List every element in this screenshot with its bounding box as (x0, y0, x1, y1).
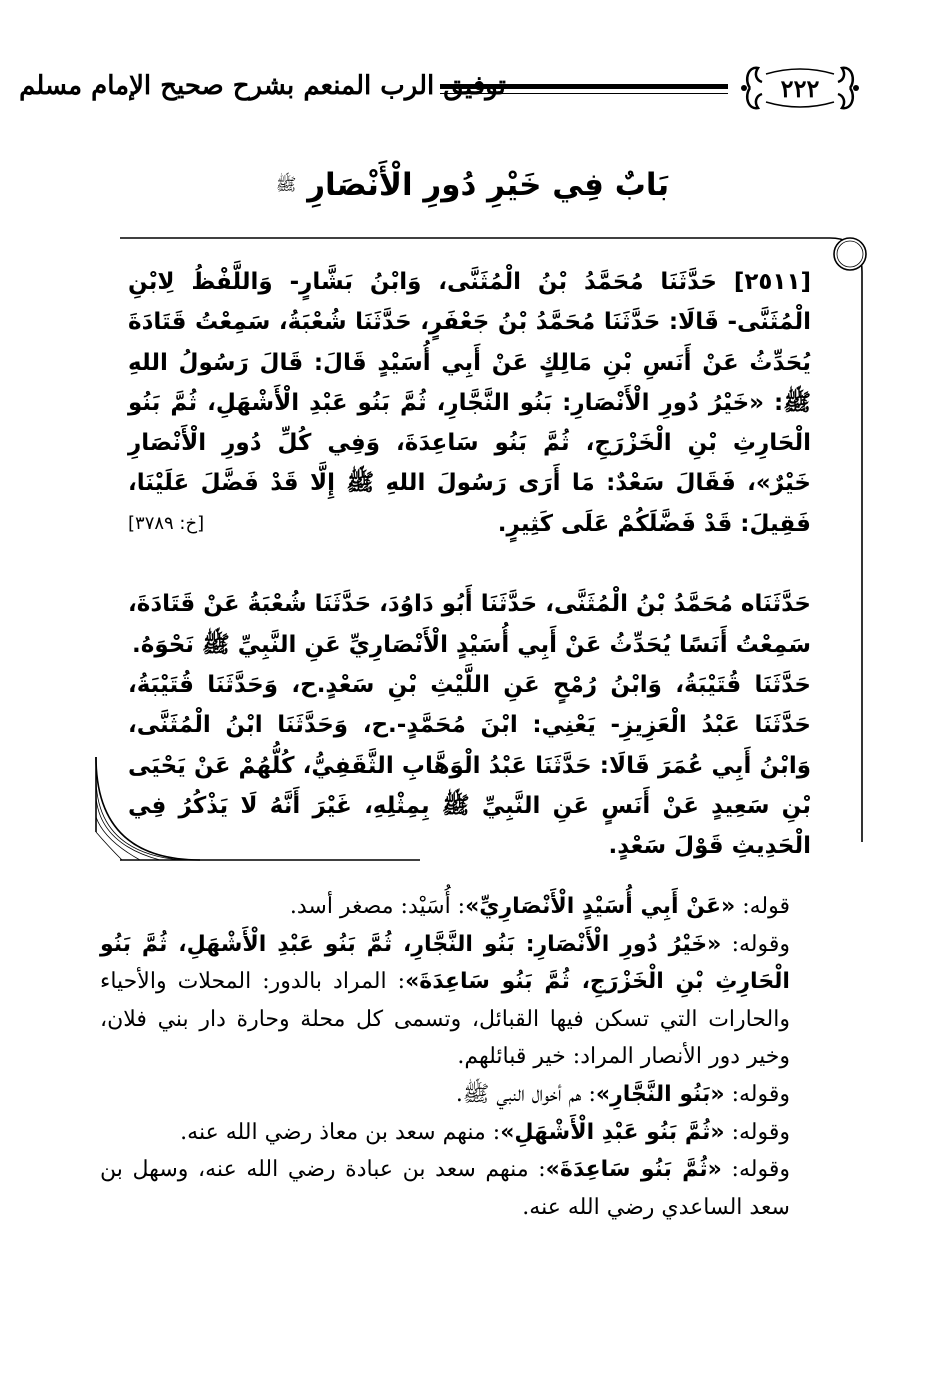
chapter-title-text: بَابٌ فِي خَيْرِ دُورِ الْأَنْصَارِ (307, 167, 670, 203)
commentary-text: : منهم سعد بن عبادة رضي الله عنه، وسهل بن سعد الساعدي رضي الله عنه. (100, 1157, 790, 1220)
hadith-chain-2: حَدَّثَنَاه مُحَمَّدُ بْنُ الْمُثَنَّى، حَدَّثَنَا أَبُو دَاوُدَ، حَدَّثَنَا شُعْبَةُ عَنْ قَتَادَةَ، سَمِعْتُ أَنَسًا يُحَدِّثُ عَنْ أَبِي أُسَيْدٍ الْأَنْصَارِيِّ عَنِ النَّبِيِّ ﷺ نَحْوَهُ. (128, 591, 811, 658)
book-title: توفيق الرب المنعم بشرح صحيح الإمام مسلم (19, 71, 506, 101)
commentary-prefix: وقوله: (721, 931, 790, 957)
page-header (19, 58, 860, 138)
commentary-quote: «ثُمَّ بَنُو عَبْدِ الْأَشْهَلِ» (500, 1119, 725, 1145)
commentary-prefix: وقوله: (724, 1119, 790, 1145)
page-number-ornament (740, 60, 860, 116)
hadith-reference: [خ: ٣٧٨٩] (128, 513, 205, 535)
hadith-text (128, 262, 811, 866)
commentary-prefix: قوله: (735, 894, 790, 919)
commentary-para-5 (100, 1151, 820, 1226)
hadith-chain-3: حَدَّثَنَا قُتَيْبَةُ، وَابْنُ رُمْحٍ عَنِ اللَّيْثِ بْنِ سَعْدٍ.ح، وَحَدَّثَنَا قُتَيْبَةُ، حَدَّثَنَا عَبْدُ الْعَزِيزِ- يَعْنِي: ابْنَ مُحَمَّدٍ-.ح، وَحَدَّثَنَا ابْنُ الْمُثَنَّى، وَابْنُ أَبِي عُمَرَ قَالَا: حَدَّثَنَا عَبْدُ الْوَهَّابِ الثَّقَفِيُّ، كُلُّهُمْ عَنْ يَحْيَى بْنِ سَعِيدٍ عَنْ أَنَسٍ عَنِ النَّبِيِّ ﷺ بِمِثْلِهِ، غَيْرَ أَنَّهُ لَا يَذْكُرُ فِي الْحَدِيثِ قَوْلَ سَعْدٍ. (128, 671, 811, 860)
commentary-text: : منهم سعد بن معاذ رضي الله عنه. (180, 1119, 501, 1145)
commentary-text: : المراد بالدور: المحلات والأحياء والحارات التي تسكن فيها القبائل، وتسمى كل محلة وحارة دار بني فلان، وخير دور الأنصار المراد: خير قبائلهم. (100, 969, 790, 1070)
commentary-text: : أُسَيْد: مصغر أسد. (289, 894, 466, 919)
commentary-para-3 (100, 1076, 820, 1114)
chapter-title (150, 158, 795, 212)
commentary-para-4 (100, 1114, 820, 1152)
commentary-quote: «بَنُو النَّجَّارِ» (595, 1081, 725, 1107)
commentary-prefix: وقوله: (724, 1081, 790, 1107)
page-number: ٢٢٢ (780, 73, 820, 103)
commentary-quote: «ثُمَّ بَنُو سَاعِدَةَ» (545, 1157, 722, 1183)
commentary-prefix: وقوله: (721, 1157, 790, 1183)
hadith-main: [٢٥١١] حَدَّثَنَا مُحَمَّدُ بْنُ الْمُثَنَّى، وَابْنُ بَشَّارٍ- وَاللَّفْظُ لِابْنِ الْمُثَنَّى- قَالَا: حَدَّثَنَا مُحَمَّدُ بْنُ جَعْفَرٍ، حَدَّثَنَا شُعْبَةُ، سَمِعْتُ قَتَادَةَ يُحَدِّثُ عَنْ أَنَسِ بْنِ مَالِكٍ عَنْ أَبِي أُسَيْدٍ قَالَ: قَالَ رَسُولُ اللهِ ﷺ: «خَيْرُ دُورِ الْأَنْصَارِ: بَنُو النَّجَّارِ، ثُمَّ بَنُو عَبْدِ الْأَشْهَلِ، ثُمَّ بَنُو الْحَارِثِ بْنِ الْخَزْرَجِ، ثُمَّ بَنُو سَاعِدَةَ، وَفِي كُلِّ دُورِ الْأَنْصَارِ خَيْرٌ»، فَقَالَ سَعْدٌ: مَا أَرَى رَسُولَ اللهِ ﷺ إِلَّا قَدْ فَضَّلَ عَلَيْنَا، فَقِيلَ: قَدْ فَضَّلَكُمْ عَلَى كَثِيرٍ. (128, 269, 811, 537)
commentary-quote: «عَنْ أَبِي أُسَيْدٍ الْأَنْصَارِيِّ» (465, 894, 736, 919)
chapter-honorific: ﷺ (275, 175, 297, 195)
commentary-text: : هم أخوال النبي ﷺ. (455, 1081, 596, 1107)
commentary-quote: «خَيْرُ دُورِ الْأَنْصَارِ: بَنُو النَّجَّارِ، ثُمَّ بَنُو عَبْدِ الْأَشْهَلِ، ثُمَّ بَنُو الْحَارِثِ بْنِ الْخَزْرَجِ، ثُمَّ بَنُو سَاعِدَةَ» (100, 931, 790, 995)
commentary-para-1 (100, 888, 820, 926)
commentary (100, 888, 820, 1226)
commentary-para-2 (100, 926, 820, 1076)
